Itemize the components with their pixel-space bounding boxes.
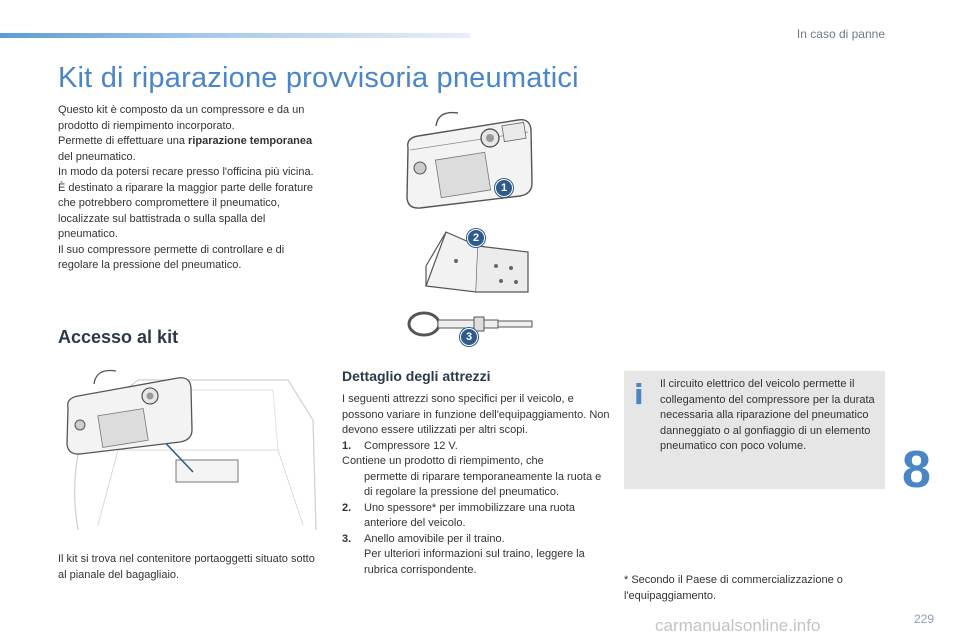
access-heading: Accesso al kit [58,327,179,347]
item-title: Anello amovibile per il traino. [364,532,505,545]
item-number: 1. [342,439,352,452]
intro-bold: riparazione temporanea [188,135,313,147]
intro-line [58,134,320,165]
tool-item-1-desc-rest: permette di riparare temporaneamente la ruota e di regolare la pressione del pneumatico. [364,470,602,498]
intro-span: del pneumatico. [58,150,136,163]
callout-2: 2 [467,229,485,247]
item-number: 3. [342,532,352,545]
info-icon: i [634,378,644,411]
info-box [624,371,885,489]
page-number: 229 [914,612,935,626]
item-number: 2. [342,501,352,514]
item-text: Uno spessore* per immobilizzare una ruota anteriore del veicolo. [364,501,575,529]
tool-item-3-desc: Per ulteriori informazioni sul traino, leggere la rubrica corrispondente. [364,548,585,576]
callout-1: 1 [495,179,513,197]
page-title: Kit di riparazione provvisoria pneumatici [58,62,579,94]
section-label: In caso di panne [796,27,885,41]
chapter-number: 8 [902,441,931,499]
info-text: Il circuito elettrico del veicolo permette il collegamento del compressore per la durata necessaria alla riparazione del pneumatico danneggiato o al gonfiaggio di un elemento pneumatico con poco volume. [660,378,875,452]
intro-line: In modo da potersi recare presso l'officina più vicina. [58,166,314,178]
tools-intro: I seguenti attrezzi sono specifici per il veicolo, e possono variare in funzione dell'equipaggiamento. Non devono essere utilizzati per altri scopi. [342,393,610,436]
intro-span: Permette di effettuare una [58,135,189,147]
footnote: * Secondo il Paese di commercializzazione o l'equipaggiamento. [624,574,843,602]
kit-location-text: Il kit si trova nel contenitore portaoggetti situato sotto al pianale del bagagliaio. [58,553,315,581]
tools-text [342,392,610,578]
tool-item-2 [342,501,610,532]
intro-text [58,103,320,274]
callout-3: 3 [460,328,478,346]
item-title: Compressore 12 V. [364,439,458,452]
tool-item-3 [342,532,610,548]
intro-line: Il suo compressore permette di controllare e di regolare la pressione del pneumatico. [58,243,285,271]
compressor-kit-illustration [398,108,538,213]
intro-line: È destinato a riparare la maggior parte delle forature che potrebbero compromettere il pneumatico, localizzate sul battistrada o sulla spalla del pneumatico. [58,181,313,240]
intro-line: Questo kit è composto da un compressore e da un prodotto di riempimento incorporato. [58,104,305,132]
tool-item-1-desc-first: Contiene un prodotto di riempimento, che [342,455,544,467]
tool-item-1 [342,439,610,455]
watermark: carmanualsonline.info [655,616,821,635]
tools-heading: Dettaglio degli attrezzi [342,368,491,384]
header-accent-bar [0,33,470,38]
trunk-illustration [58,360,318,535]
